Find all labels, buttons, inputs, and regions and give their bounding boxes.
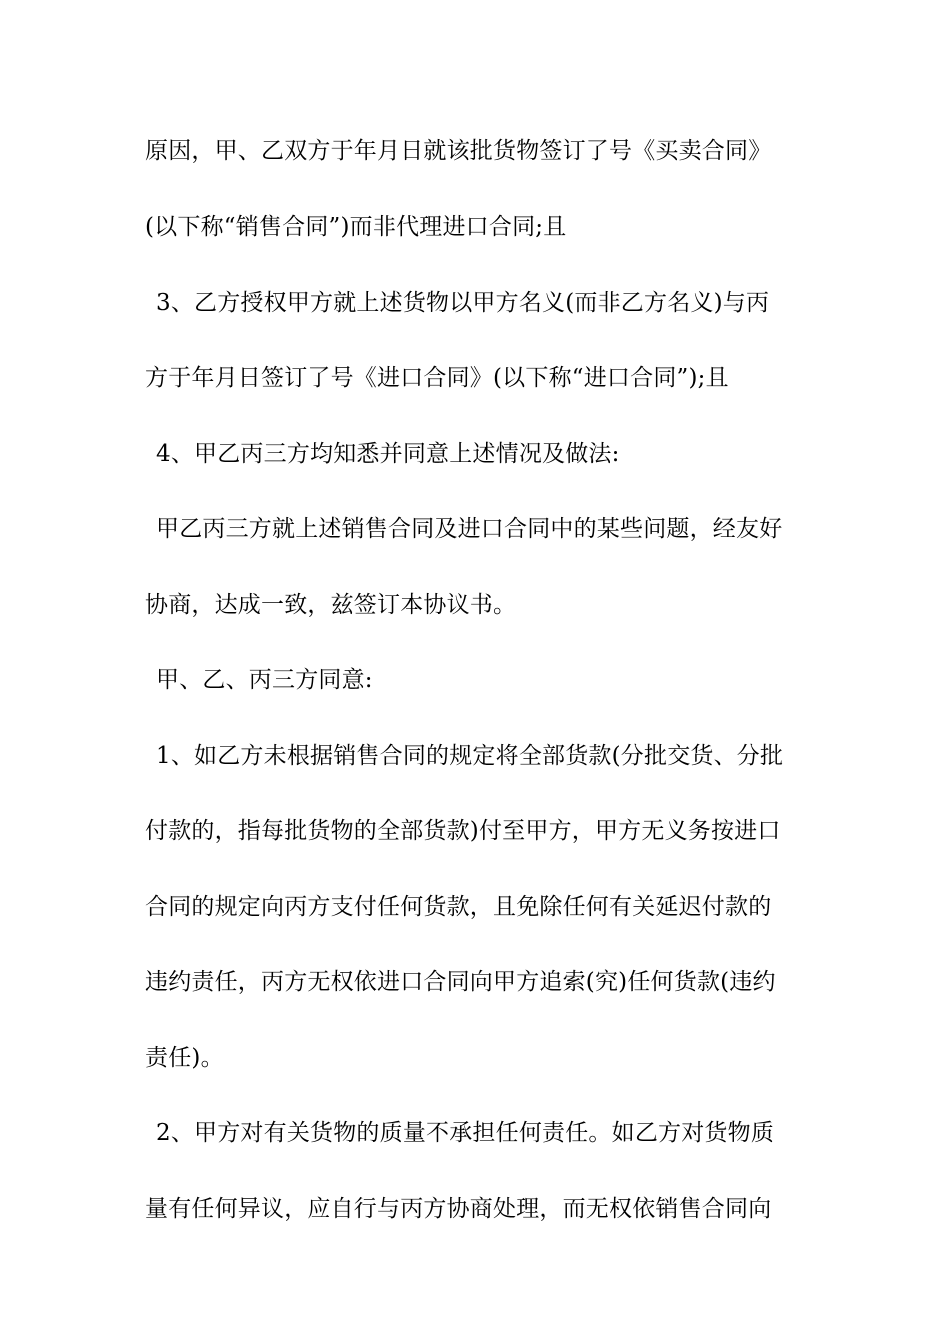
paragraph-line-7: 协商，达成一致，兹签订本协议书。 bbox=[145, 592, 517, 618]
paragraph-line-3: 3、乙方授权甲方就上述货物以甲方名义(而非乙方名义)与丙 bbox=[156, 290, 770, 316]
paragraph-line-14: 2、甲方对有关货物的质量不承担任何责任。如乙方对货物质 bbox=[156, 1120, 775, 1146]
paragraph-line-1: 原因，甲、乙双方于年月日就该批货物签订了号《买卖合同》 bbox=[145, 138, 772, 164]
paragraph-line-6: 甲乙丙三方就上述销售合同及进口合同中的某些问题，经友好 bbox=[156, 516, 783, 542]
paragraph-line-9: 1、如乙方未根据销售合同的规定将全部货款(分批交货、分批 bbox=[156, 743, 784, 769]
paragraph-line-5: 4、甲乙丙三方均知悉并同意上述情况及做法: bbox=[156, 441, 620, 467]
paragraph-line-13: 责任)。 bbox=[145, 1045, 224, 1071]
paragraph-line-2: (以下称“销售合同”)而非代理进口合同;且 bbox=[145, 214, 567, 240]
paragraph-line-12: 违约责任，丙方无权依进口合同向甲方追索(究)任何货款(违约 bbox=[145, 969, 776, 995]
paragraph-line-8: 甲、乙、丙三方同意: bbox=[156, 667, 373, 693]
paragraph-line-4: 方于年月日签订了号《进口合同》(以下称“进口合同”);且 bbox=[145, 365, 729, 391]
paragraph-line-15: 量有任何异议，应自行与丙方协商处理，而无权依销售合同向 bbox=[145, 1196, 772, 1222]
paragraph-line-11: 合同的规定向丙方支付任何货款，且免除任何有关延迟付款的 bbox=[145, 894, 772, 920]
paragraph-line-10: 付款的，指每批货物的全部货款)付至甲方，甲方无义务按进口 bbox=[145, 818, 781, 844]
